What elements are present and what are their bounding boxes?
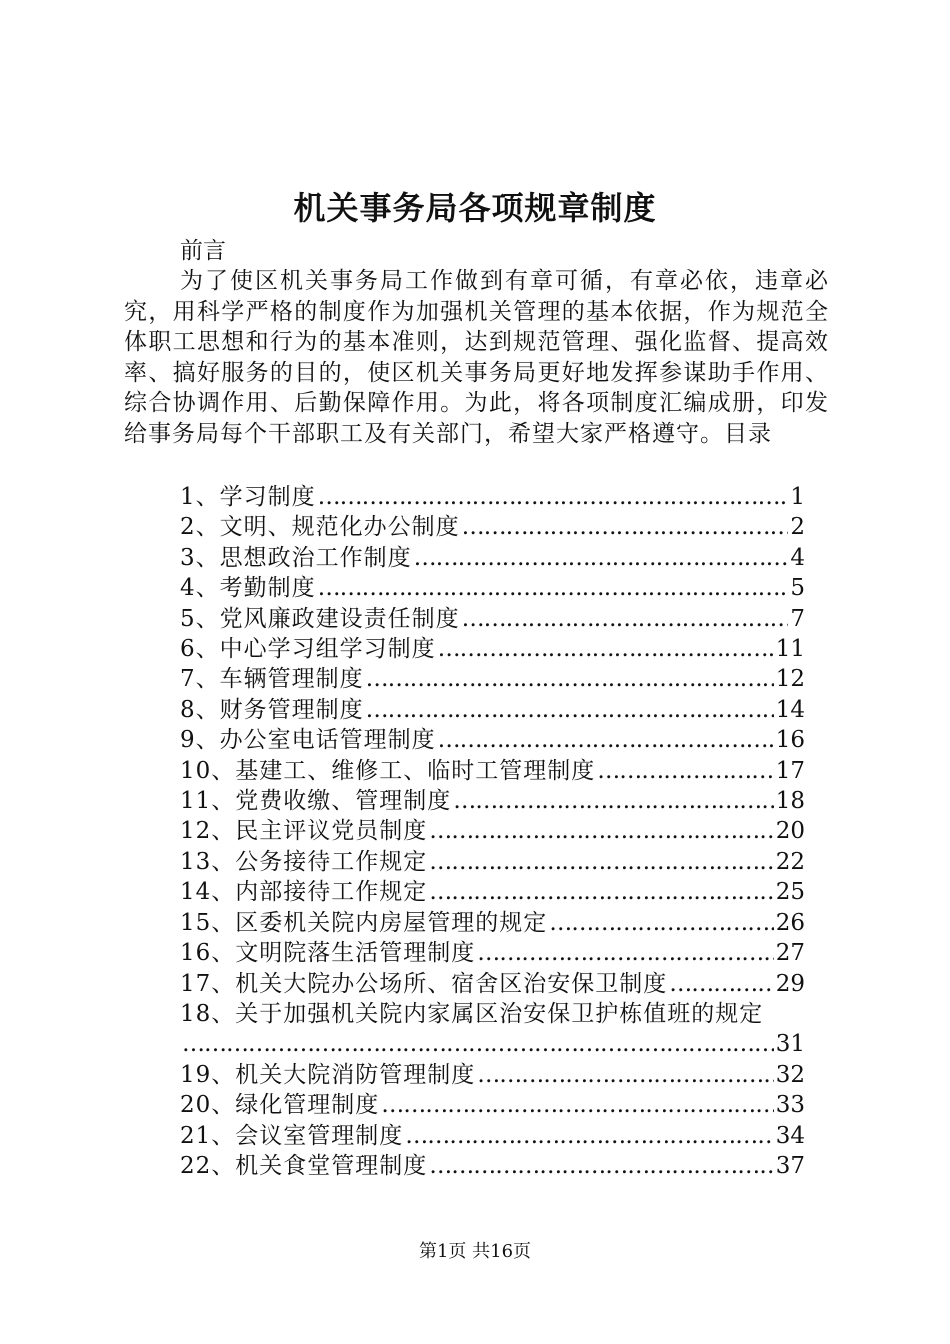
toc-entry-page: 37 [775, 1152, 805, 1179]
toc-entry [180, 908, 805, 938]
toc-entry-title: 7、车辆管理制度 [180, 666, 364, 693]
toc-leader-dots [597, 756, 773, 786]
toc-entry-page: 2 [790, 514, 805, 541]
toc-entry [180, 969, 805, 999]
toc-entry-page: 25 [775, 879, 805, 906]
toc-entry [180, 1090, 805, 1120]
toc-leader-dots [462, 512, 789, 542]
toc-leader-dots [462, 604, 789, 634]
toc-entry [180, 786, 805, 816]
toc-entry-title: 12、民主评议党员制度 [180, 818, 428, 845]
toc-entry-title: 5、党风廉政建设责任制度 [180, 605, 460, 632]
toc-entry-title: 6、中心学习组学习制度 [180, 636, 436, 663]
toc-entry-title: 3、思想政治工作制度 [180, 544, 412, 571]
toc-entry-title: 8、财务管理制度 [180, 696, 364, 723]
toc-entry [180, 999, 805, 1060]
toc-leader-dots [429, 877, 773, 907]
toc-entry-page: 31 [775, 1031, 805, 1058]
toc-entry [180, 664, 805, 694]
toc-leader-dots [429, 1151, 773, 1181]
toc-entry-page: 14 [775, 696, 805, 723]
toc-entry-page: 12 [775, 666, 805, 693]
toc-entry-title: 1、学习制度 [180, 484, 316, 510]
toc-leader-dots [366, 695, 774, 725]
toc-entry-page: 18 [775, 788, 805, 815]
toc-entry-page: 26 [775, 909, 805, 936]
toc-entry-title: 22、机关食堂管理制度 [180, 1152, 428, 1179]
toc-entry [180, 725, 805, 755]
page-footer: 第1页 共16页 [418, 1241, 532, 1262]
toc-entry-title: 17、机关大院办公场所、宿舍区治安保卫制度 [180, 970, 668, 997]
toc-entry-title: 15、区委机关院内房屋管理的规定 [180, 909, 548, 936]
toc-entry [180, 1151, 805, 1181]
toc-leader-dots [366, 664, 774, 694]
toc-entry-title: 20、绿化管理制度 [180, 1092, 380, 1119]
toc-entry [180, 847, 805, 877]
toc-entry-page: 33 [775, 1092, 805, 1119]
toc-entry-page: 20 [775, 818, 805, 845]
toc-entry [180, 938, 805, 968]
toc-leader-dots [318, 482, 789, 512]
toc-leader-dots [549, 908, 773, 938]
toc-entry [180, 512, 805, 542]
toc-leader-dots [405, 1121, 773, 1151]
toc-entry-title: 10、基建工、维修工、临时工管理制度 [180, 757, 596, 784]
toc-entry [180, 604, 805, 634]
toc-entry-page: 11 [775, 636, 805, 663]
toc-entry [180, 877, 805, 907]
toc-entry-page: 16 [775, 727, 805, 754]
toc-entry-page: 32 [775, 1061, 805, 1088]
toc-entry-title: 18、关于加强机关院内家属区治安保卫护栋值班的规定 [180, 1000, 764, 1027]
toc-leader-dots [438, 725, 774, 755]
toc-leader-dots [477, 1060, 773, 1090]
toc-entry-title: 21、会议室管理制度 [180, 1122, 404, 1149]
toc-entry-page: 5 [790, 575, 805, 602]
toc-leader-dots [453, 786, 773, 816]
toc-entry-title: 4、考勤制度 [180, 575, 316, 602]
preface-label: 前言 [180, 238, 226, 264]
toc-entry-page: 29 [775, 970, 805, 997]
toc-entry-page: 27 [775, 940, 805, 967]
toc-entry [180, 482, 805, 512]
toc-entry-page: 34 [775, 1122, 805, 1149]
toc-entry-title: 13、公务接待工作规定 [180, 848, 428, 875]
toc-entry-continuation [180, 1029, 805, 1059]
toc-leader-dots [477, 938, 773, 968]
toc-entry-title: 11、党费收缴、管理制度 [180, 788, 452, 815]
toc-entry [180, 573, 805, 603]
toc-entry-page: 17 [775, 757, 805, 784]
toc-leader-dots [414, 543, 789, 573]
toc-entry-page: 4 [790, 544, 805, 571]
toc-entry [180, 695, 805, 725]
document-title: 机关事务局各项规章制度 [293, 189, 657, 227]
toc-leader-dots [182, 1029, 774, 1059]
toc-entry-title: 2、文明、规范化办公制度 [180, 514, 460, 541]
toc-entry-page: 22 [775, 848, 805, 875]
toc-entry [180, 756, 805, 786]
toc-entry-title: 9、办公室电话管理制度 [180, 727, 436, 754]
toc-entry-title: 19、机关大院消防管理制度 [180, 1061, 476, 1088]
toc-leader-dots [429, 847, 773, 877]
toc-entry [180, 543, 805, 573]
toc-entry-title: 14、内部接待工作规定 [180, 879, 428, 906]
toc-leader-dots [381, 1090, 773, 1120]
toc-entry-title: 16、文明院落生活管理制度 [180, 940, 476, 967]
toc-entry-page: 1 [790, 484, 805, 510]
toc-entry-page: 7 [790, 605, 805, 632]
toc-leader-dots [429, 816, 773, 846]
toc-leader-dots [669, 969, 773, 999]
toc-entry [180, 816, 805, 846]
table-of-contents [180, 482, 805, 1181]
toc-entry [180, 1121, 805, 1151]
toc-leader-dots [318, 573, 789, 603]
toc-entry [180, 1060, 805, 1090]
intro-paragraph: 为了使区机关事务局工作做到有章可循，有章必依，违章必究，用科学严格的制度作为加强机关管理的基本依据，作为规范全体职工思想和行为的基本准则，达到规范管理、强化监督、提高效率、搞好服务的目的，使区机关事务局更好地发挥参谋助手作用、综合协调作用、后勤保障作用。为此，将各项制度汇编成册，印发给事务局每个干部职工及有关部门，希望大家严格遵守。目录 [124, 268, 829, 447]
toc-leader-dots [438, 634, 774, 664]
toc-entry [180, 634, 805, 664]
